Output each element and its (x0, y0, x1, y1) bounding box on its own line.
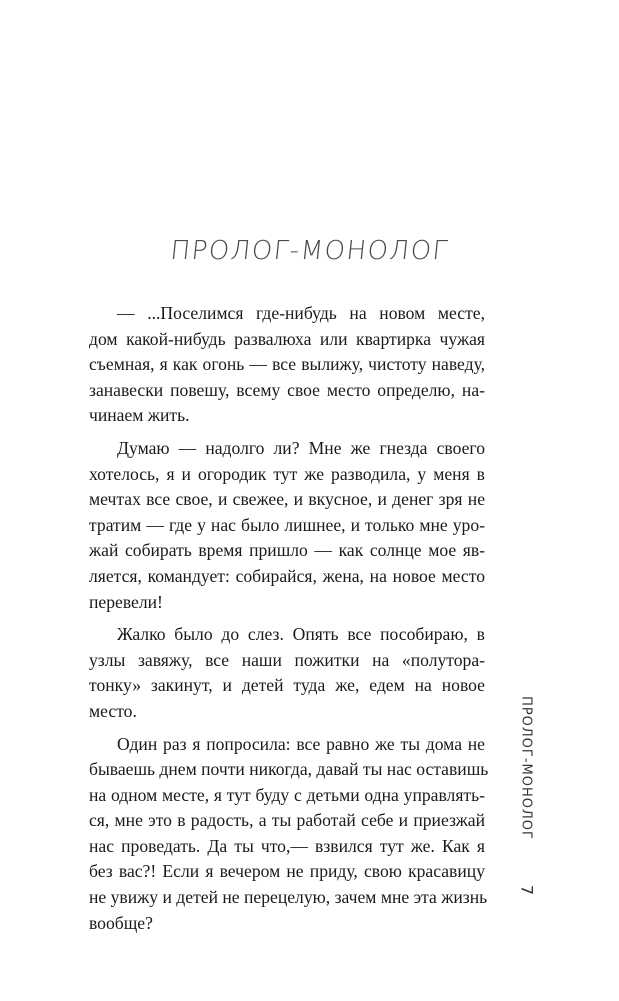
text-line: ся, мне это в радость, а ты работай себе и приезжай (89, 810, 485, 831)
text-line: тратим — где у нас было лишнее, и только мне уро- (89, 514, 485, 535)
running-head-label: ПРОЛОГ-МОНОЛОГ (518, 696, 534, 840)
text-line: Думаю — надолго ли? Мне же гнезда своего (117, 437, 485, 458)
paragraph-2 (89, 436, 485, 615)
text-line: ляется, командует: собирайся, жена, на новое место (89, 565, 485, 586)
text-line: тонку» закинут, и детей туда же, едем на новое (89, 675, 485, 696)
text-line: место. (89, 700, 137, 721)
text-line: Один раз я попросила: все равно же ты дома не (117, 733, 485, 754)
text-line: дом какой-нибудь развалюха или квартирка чужая (89, 328, 485, 349)
text-line: бываешь днем почти никогда, давай ты нас оставишь (89, 759, 489, 780)
text-line: вообще? (89, 912, 153, 933)
text-line: — ...Поселимся где-нибудь на новом месте, (117, 303, 485, 323)
text-body (89, 301, 489, 936)
text-line: съемная, я как огонь — все вылижу, чистоту наведу, (89, 354, 485, 375)
text-line: перевели! (89, 591, 163, 612)
text-line: узлы завяжу, все наши пожитки на «полутора- (89, 649, 485, 670)
paragraph-1 (89, 301, 485, 429)
page-number-label: 7 (517, 884, 537, 896)
text-line: чинаем жить. (89, 405, 190, 426)
paragraph-4 (89, 732, 489, 937)
text-line: на одном месте, я тут буду с детьми одна управлять- (89, 784, 485, 805)
text-line: хотелось, я и огородик тут же разводила, у меня в (89, 463, 485, 484)
page-number (519, 880, 535, 900)
text-line: занавески повешу, всему свое место определю, на- (89, 379, 485, 400)
chapter-title: ПРОЛОГ-МОНОЛОГ (168, 236, 451, 266)
text-line: жай собирать время пришло — как солнце мое яв- (89, 540, 485, 561)
text-line: мечтах все свое, и свежее, и вкусное, и денег зря не (89, 489, 485, 510)
paragraph-3 (89, 622, 485, 724)
text-line: Жалко было до слез. Опять все пособираю, в (117, 624, 485, 645)
text-line: нас проведать. Да ты что,— взвился тут же. Как я (89, 835, 485, 856)
running-head (517, 696, 535, 840)
text-line: без вас?! Если я вечером не приду, свою красавицу (89, 861, 485, 882)
text-line: не увижу и детей не перецелую, зачем мне эта жизнь (89, 887, 488, 908)
